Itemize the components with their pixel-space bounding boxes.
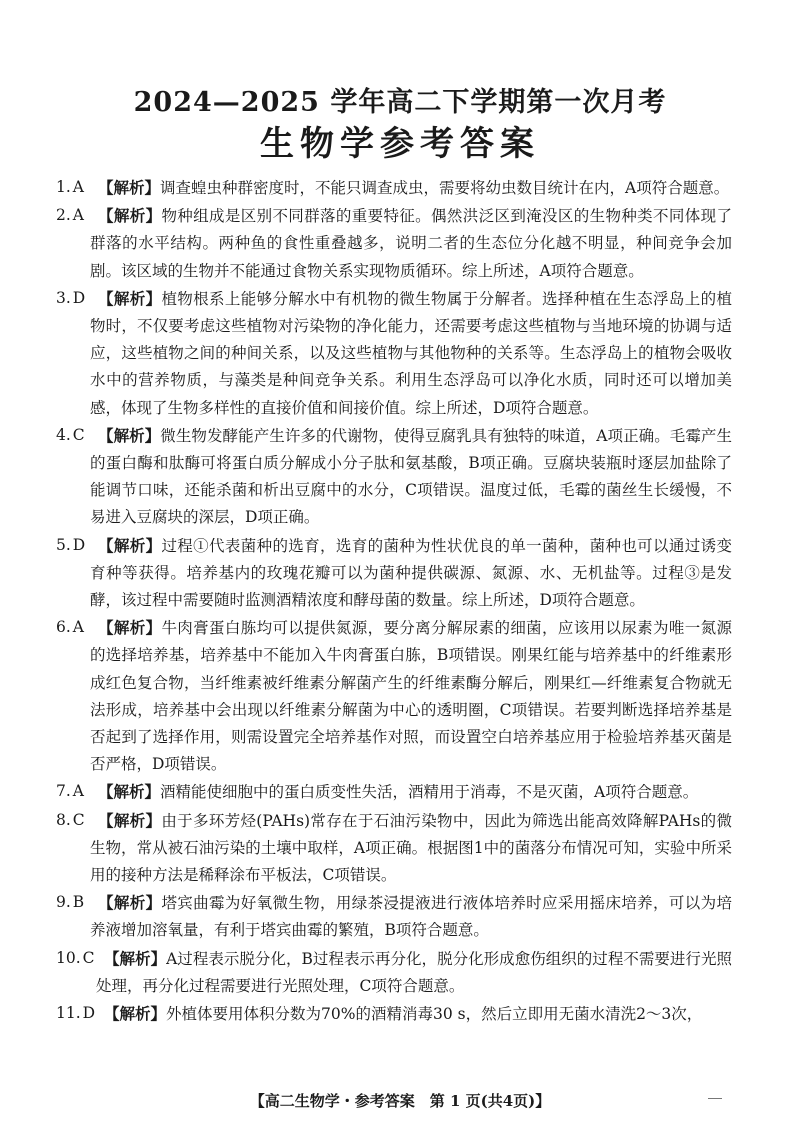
answer-key: C [72,810,85,829]
analysis-tag: 【解析】 [104,948,167,968]
analysis-text: A过程表示脱分化，B过程表示再分化，脱分化形成愈伤组织的过程不需要进行光照处理，再分化过程需要进行光照处理，C项符合题意。 [96,949,732,995]
item-number: 9. [56,893,71,912]
analysis-tag: 【解析】 [98,206,162,226]
analysis-text: 调查蝗虫种群密度时，不能只调查成虫，需要将幼虫数目统计在内，A项符合题意。 [160,179,730,197]
analysis-text: 牛肉膏蛋白胨均可以提供氮源，要分离分解尿素的细菌，应该用以尿素为唯一氮源的选择培养基，培养基中不能加入牛肉膏蛋白胨，B项错误。刚果红能与培养基中的纤维素形成红色复合物，当纤维素被纤维素分解菌产生的纤维素酶分解后，刚果红—纤维素复合物就无法形成，培养基中会出现以纤维素分解菌为中心的透明圈，C项错误。若要判断选择培养基是否起到了选择作用，则需设置完全培养基作对照，而设置空白培养基应用于检验培养基灭菌是否严格，D项错误。 [90,619,732,774]
item-number: 10. [56,948,81,967]
analysis-text: 物种组成是区别不同群落的重要特征。偶然洪泛区到淹没区的生物种类不同体现了群落的水平结构。两种鱼的食性重叠越多，说明二者的生态位分化越不明显，种间竞争会加剧。该区域的生物并不能通过食物关系实现物质循环。综上所述，A项符合题意。 [90,207,732,280]
answer-item-10 [56,945,732,1000]
answer-key: A [72,618,84,637]
item-number: 8. [56,810,71,829]
answer-item-8 [56,807,732,890]
answer-key: A [72,206,84,225]
answer-key: D [82,1004,96,1023]
analysis-tag: 【解析】 [98,535,162,555]
answer-item-4 [56,422,732,532]
analysis-tag: 【解析】 [98,810,162,830]
answer-key: D [72,288,86,307]
answer-key: D [72,535,86,554]
item-number: 1. [56,178,71,196]
analysis-text: 过程①代表菌种的选育，选育的菌种为性状优良的单一菌种，菌种也可以通过诱变育种等获得。培养基内的玫瑰花瓣可以为菌种提供碳源、氮源、水、无机盐等。过程③是发酵，该过程中需要随时监测酒精浓度和酵母菌的数量。综上所述，D项符合题意。 [90,536,732,610]
analysis-tag: 【解析】 [104,1004,167,1024]
page-title: 生物学参考答案 [260,124,540,164]
item-number: 3. [56,288,71,307]
answer-item-7 [56,778,732,806]
divider [708,1098,722,1101]
answer-item-2 [56,202,732,285]
item-number: 7. [56,782,71,801]
answer-key: C [82,948,95,967]
answer-list [56,174,732,1028]
analysis-tag: 【解析】 [98,425,161,445]
answer-key: B [72,893,85,912]
analysis-tag: 【解析】 [98,288,162,308]
analysis-text: 酒精能使细胞中的蛋白质变性失活，酒精用于消毒，不是灭菌，A项符合题意。 [160,783,699,802]
item-number: 11. [56,1004,81,1023]
answer-item-9 [56,889,732,944]
page-footer: 【高二生物学・参考答案 第 1 页(共4页)】 [249,1092,551,1110]
item-number: 5. [56,535,71,554]
answer-item-5 [56,532,732,615]
analysis-tag: 【解析】 [98,782,161,802]
analysis-text: 由于多环芳烃(PAHs)常存在于石油污染物中，因此为筛选出能高效降解PAHs的微生物，常从被石油污染的土壤中取样，A项正确。根据图1中的菌落分布情况可知，实验中所采用的接种方法是稀释涂布平板法，C项错误。 [90,811,732,885]
analysis-tag: 【解析】 [98,618,162,638]
analysis-text: 微生物发酵能产生许多的代谢物，使得豆腐乳具有独特的味道，A项正确。毛霉产生的蛋白酶和肽酶可将蛋白质分解成小分子肽和氨基酸，B项正确。豆腐块装瓶时逐层加盐除了能调节口味，还能杀菌和析出豆腐中的水分，C项错误。温度过低，毛霉的菌丝生长缓慢，不易进入豆腐块的深层，D项正确。 [90,426,732,527]
answer-key: A [72,178,84,196]
analysis-text: 外植体要用体积分数为70%的酒精消毒30 s，然后立即用无菌水清洗2～3次， [166,1005,703,1024]
answer-item-3 [56,285,732,422]
answer-key: C [72,425,85,444]
analysis-tag: 【解析】 [98,893,162,913]
exam-title: 2024—2025 学年高二下学期第一次月考 [133,87,667,118]
analysis-text: 塔宾曲霉为好氧微生物，用绿茶浸提液进行液体培养时应采用摇床培养，可以为培养液增加溶氧量，有利于塔宾曲霉的繁殖，B项符合题意。 [90,894,732,940]
item-number: 2. [56,206,71,225]
analysis-text: 植物根系上能够分解水中有机物的微生物属于分解者。选择种植在生态浮岛上的植物时，不仅要考虑这些植物对污染物的净化能力，还需要考虑这些植物与当地环境的协调与适应，这些植物之间的种间关系，以及这些植物与其他物种的关系等。生态浮岛上的植物会吸收水中的营养物质，与藻类是种间竞争关系。利用生态浮岛可以净化水质，同时还可以增加美感，体现了生物多样性的直接价值和间接价值。综上所述，D项符合题意。 [90,289,732,417]
item-number: 6. [56,618,71,637]
item-number: 4. [56,425,71,444]
answer-item-1 [56,174,732,202]
answer-item-11 [56,1000,732,1028]
answer-item-6 [56,614,732,778]
analysis-tag: 【解析】 [98,178,161,197]
answer-key: A [72,782,84,801]
